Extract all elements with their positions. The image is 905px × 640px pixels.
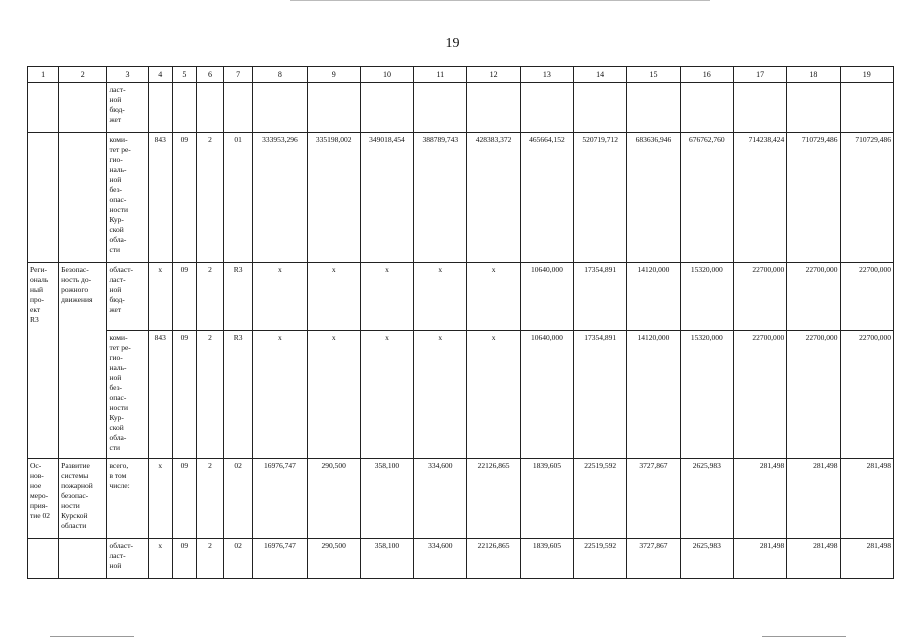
value-cell <box>172 83 196 133</box>
column-number-row <box>28 67 894 83</box>
page-number: 19 <box>445 36 460 51</box>
value-cell: 22126,865 <box>467 459 520 539</box>
value-cell <box>520 83 573 133</box>
value-cell: 358,100 <box>360 539 413 579</box>
value-cell: 15320,000 <box>680 331 733 459</box>
value-cell: 349018,454 <box>360 133 413 263</box>
header-cell: 8 <box>253 67 307 83</box>
value-cell: 22700,000 <box>840 263 893 331</box>
header-cell: 4 <box>148 67 172 83</box>
header-cell: 10 <box>360 67 413 83</box>
header-cell: 15 <box>627 67 680 83</box>
value-cell: 335198,002 <box>307 133 360 263</box>
value-cell: 843 <box>148 133 172 263</box>
value-cell: 2625,983 <box>680 459 733 539</box>
header-cell: 11 <box>414 67 467 83</box>
value-cell <box>840 83 893 133</box>
value-cell: 710729,486 <box>787 133 840 263</box>
value-cell: 22519,592 <box>574 459 627 539</box>
executor-cell: област- ласт- ной <box>107 539 148 579</box>
value-cell: 22519,592 <box>574 539 627 579</box>
value-cell: 520719,712 <box>574 133 627 263</box>
value-cell: 3727,867 <box>627 539 680 579</box>
value-cell: R3 <box>224 331 253 459</box>
footnote-rule-right <box>762 636 846 637</box>
value-cell: 01 <box>224 133 253 263</box>
value-cell: x <box>414 263 467 331</box>
value-cell: 22700,000 <box>733 331 786 459</box>
value-cell: 17354,891 <box>574 331 627 459</box>
value-cell <box>414 83 467 133</box>
program-cell: Реги- ональ ный про- ект R3 <box>28 263 59 459</box>
value-cell: 22126,865 <box>467 539 520 579</box>
title-cell <box>59 133 107 263</box>
table-row <box>28 539 894 579</box>
value-cell: 09 <box>172 331 196 459</box>
value-cell: 676762,760 <box>680 133 733 263</box>
header-cell: 12 <box>467 67 520 83</box>
table-row <box>28 459 894 539</box>
title-cell <box>59 83 107 133</box>
header-cell: 13 <box>520 67 573 83</box>
table-row <box>28 133 894 263</box>
value-cell: 281,498 <box>787 539 840 579</box>
value-cell <box>574 83 627 133</box>
header-cell: 17 <box>733 67 786 83</box>
top-rule <box>290 0 710 1</box>
value-cell: 358,100 <box>360 459 413 539</box>
value-cell: 14120,000 <box>627 263 680 331</box>
footnote-rule-left <box>50 636 134 637</box>
value-cell: 2 <box>196 263 223 331</box>
value-cell: 16976,747 <box>253 539 307 579</box>
header-cell: 16 <box>680 67 733 83</box>
header-cell: 3 <box>107 67 148 83</box>
value-cell: x <box>253 263 307 331</box>
value-cell <box>196 83 223 133</box>
value-cell: R3 <box>224 263 253 331</box>
table-row <box>28 263 894 331</box>
value-cell: 15320,000 <box>680 263 733 331</box>
value-cell: 3727,867 <box>627 459 680 539</box>
program-cell <box>28 133 59 263</box>
value-cell: 714238,424 <box>733 133 786 263</box>
value-cell: 02 <box>224 539 253 579</box>
table-row <box>28 83 894 133</box>
value-cell: 2 <box>196 539 223 579</box>
value-cell: 10640,000 <box>520 331 573 459</box>
value-cell <box>680 83 733 133</box>
value-cell: x <box>307 331 360 459</box>
header-cell: 2 <box>59 67 107 83</box>
value-cell: 17354,891 <box>574 263 627 331</box>
value-cell: x <box>360 263 413 331</box>
executor-cell: всего, в том числе: <box>107 459 148 539</box>
title-cell: Развитие системы пожарной безопас- ности Курской области <box>59 459 107 539</box>
header-cell: 14 <box>574 67 627 83</box>
value-cell: x <box>307 263 360 331</box>
value-cell: 2 <box>196 133 223 263</box>
value-cell: 683636,946 <box>627 133 680 263</box>
value-cell <box>467 83 520 133</box>
value-cell: 22700,000 <box>733 263 786 331</box>
value-cell <box>360 83 413 133</box>
value-cell: 2625,983 <box>680 539 733 579</box>
value-cell: x <box>467 331 520 459</box>
value-cell: x <box>148 539 172 579</box>
value-cell: 22700,000 <box>840 331 893 459</box>
value-cell: x <box>253 331 307 459</box>
value-cell: 843 <box>148 331 172 459</box>
value-cell: 09 <box>172 263 196 331</box>
value-cell <box>627 83 680 133</box>
value-cell: 14120,000 <box>627 331 680 459</box>
header-cell: 6 <box>196 67 223 83</box>
value-cell <box>307 83 360 133</box>
value-cell: x <box>360 331 413 459</box>
value-cell: 09 <box>172 539 196 579</box>
value-cell: x <box>148 459 172 539</box>
value-cell: 10640,000 <box>520 263 573 331</box>
value-cell: 333953,296 <box>253 133 307 263</box>
executor-cell: коми- тет ре- гио- наль- ной без- опас- ности Кур- ской обла- сти <box>107 331 148 459</box>
header-cell: 7 <box>224 67 253 83</box>
value-cell: 334,600 <box>414 539 467 579</box>
value-cell: 09 <box>172 459 196 539</box>
value-cell: x <box>467 263 520 331</box>
value-cell: 1839,605 <box>520 459 573 539</box>
value-cell: 16976,747 <box>253 459 307 539</box>
value-cell: 334,600 <box>414 459 467 539</box>
program-cell <box>28 83 59 133</box>
value-cell: 290,500 <box>307 539 360 579</box>
value-cell <box>253 83 307 133</box>
value-cell: 281,498 <box>840 459 893 539</box>
program-cell: Ос- нов- ное меро- прия- тие 02 <box>28 459 59 539</box>
value-cell: 428383,372 <box>467 133 520 263</box>
value-cell: 1839,605 <box>520 539 573 579</box>
value-cell: 02 <box>224 459 253 539</box>
value-cell <box>224 83 253 133</box>
table-row <box>28 331 894 459</box>
value-cell: 465664,152 <box>520 133 573 263</box>
value-cell: 710729,486 <box>840 133 893 263</box>
value-cell: 281,498 <box>733 459 786 539</box>
value-cell: 2 <box>196 459 223 539</box>
executor-cell: област- ласт- ной бюд- жет <box>107 263 148 331</box>
value-cell <box>787 83 840 133</box>
executor-cell: коми- тет ре- гио- наль- ной без- опас- ности Кур- ской обла- сти <box>107 133 148 263</box>
value-cell <box>733 83 786 133</box>
title-cell <box>59 539 107 579</box>
value-cell: 388789,743 <box>414 133 467 263</box>
header-cell: 19 <box>840 67 893 83</box>
value-cell: 09 <box>172 133 196 263</box>
header-cell: 9 <box>307 67 360 83</box>
header-cell: 18 <box>787 67 840 83</box>
value-cell <box>148 83 172 133</box>
header-cell: 1 <box>28 67 59 83</box>
value-cell: 290,500 <box>307 459 360 539</box>
value-cell: x <box>148 263 172 331</box>
value-cell: 281,498 <box>840 539 893 579</box>
value-cell: 281,498 <box>733 539 786 579</box>
title-cell: Безопас- ность до- рожного движения <box>59 263 107 459</box>
program-cell <box>28 539 59 579</box>
header-cell: 5 <box>172 67 196 83</box>
value-cell: 22700,000 <box>787 331 840 459</box>
value-cell: x <box>414 331 467 459</box>
value-cell: 281,498 <box>787 459 840 539</box>
executor-cell: ласт- ной бюд- жет <box>107 83 148 133</box>
value-cell: 22700,000 <box>787 263 840 331</box>
value-cell: 2 <box>196 331 223 459</box>
budget-table <box>27 66 894 579</box>
